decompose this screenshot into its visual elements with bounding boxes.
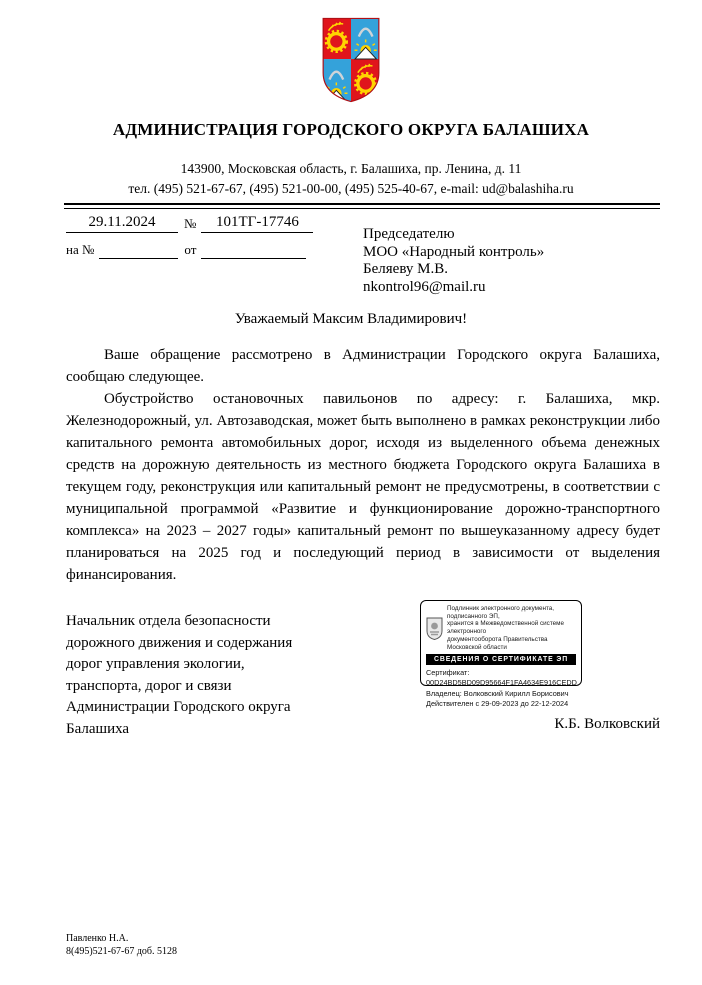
signer-position-line: дорог управления экологии, [66,656,245,672]
reference-row-outgoing [66,214,316,233]
signer-position-line: дорожного движения и содержания [66,634,293,651]
stamp-certificate-bar: СВЕДЕНИЯ О СЕРТИФИКАТЕ ЭП [426,654,576,665]
balashikha-coat-of-arms-icon [321,17,381,103]
signer-position-line: Балашиха [66,720,130,737]
recipient-organization: МОО «Народный контроль» [363,243,545,260]
stamp-header-line: хранится в Межведомственной системе электронного [447,620,564,636]
executor-phone: 8(495)521-67-67 доб. 5128 [66,945,177,957]
stamp-header-line: Подлинник электронного документа, подписанного ЭП, [447,605,555,620]
letter-body [66,344,660,586]
reference-row-incoming [66,242,316,259]
from-label: от [184,242,197,257]
outgoing-date: 29.11.2024 [66,214,178,233]
signer-position-block [66,611,292,740]
salutation: Уважаемый Максим Владимирович! [234,311,468,327]
stamp-owner: Владелец: Волковский Кирилл Борисович [426,688,569,698]
recipient-name: Беляеву М.В. [363,261,448,277]
stamp-header-line: документооборота Правительства Московской области [447,635,548,651]
stamp-certificate-info [426,668,576,710]
signer-position-line: Начальник отдела безопасности [66,613,271,629]
signer-name: К.Б. Волковский [554,716,660,732]
stamp-validity: Действителен с 29-09-2023 до 22-12-2024 [426,699,569,709]
recipient-position: Председателю [363,226,455,242]
stamp-header-text [447,605,576,651]
letterhead-separator [64,203,660,209]
executor-name: Павленко Н.А. [66,933,129,944]
signer-position-line: транспорта, дорог и связи [66,677,232,694]
org-contacts: тел. (495) 521-67-67, (495) 521-00-00, (495) 525-40-67, e-mail: ud@balashiha.ru [128,181,574,196]
moscow-region-crest-icon [426,617,443,640]
outgoing-number: 101ТГ-17746 [201,214,313,233]
body-paragraph-1: Ваше обращение рассмотрено в Администрации Городского округа Балашиха, сообщаю следующее. [66,347,660,385]
org-contact-block [0,159,702,199]
reference-block [66,214,316,259]
stamp-header [426,605,576,651]
incoming-date-blank [201,257,306,259]
executor-block [66,933,177,958]
org-address: 143900, Московская область, г. Балашиха, пр. Ленина, д. 11 [180,161,522,176]
recipient-block [363,226,544,296]
number-sign-label: № [184,216,197,231]
stamp-certificate-number: Сертификат: 00D24BD5BD09D95664F1FA4634E916CEDD [426,667,577,688]
recipient-email: nkontrol96@mail.ru [363,278,486,295]
body-paragraph-2: Обустройство остановочных павильонов по адресу: г. Балашиха, мкр. Железнодорожный, ул. Автозаводская, может быть выполнено в рамках реконструкции либо капитального ремонта автомобильных дорог, исходя из выделенного объема денежных средств на дорожную деятельность из местного бюджета Городского округа Балашиха в текущем году, реконструкция или капитальный ремонт не предусмотрены, в соответствии с муниципальной программой «Развитие и функционирование дорожно-транспортного комплекса» на 2023 – 2027 годы» капитальный ремонт по вышеуказанному адресу будет планироваться на 2025 год и последующий период в зависимости от выделения финансирования. [66,391,660,583]
org-title: АДМИНИСТРАЦИЯ ГОРОДСКОГО ОКРУГА БАЛАШИХА [112,120,590,139]
signer-position-line: Администрации Городского округа [66,699,291,715]
reply-to-label: на № [66,242,95,257]
incoming-number-blank [99,257,178,259]
electronic-signature-stamp [420,600,582,709]
